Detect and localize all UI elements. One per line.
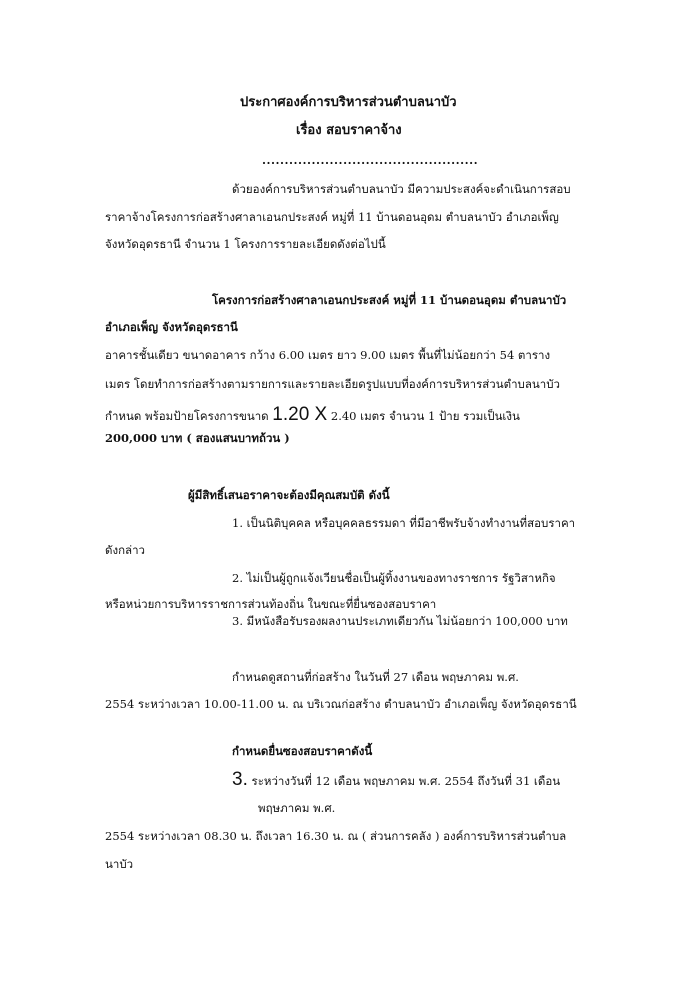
submission-line-3: 2554 ระหว่างเวลา 08.30 น. ถึงเวลา 16.30 น. ณ ( ส่วนการคลัง ) องค์การบริหารส่วนตำบล [105, 829, 567, 843]
title-divider: ................................................ [262, 153, 479, 167]
qualifications-heading: ผู้มีสิทธิ์เสนอราคาจะต้องมีคุณสมบัติ ดังนี้ [188, 488, 390, 502]
submission-line-2: พฤษภาคม พ.ศ. [258, 801, 336, 815]
qualification-2-line-1: 2. ไม่เป็นผู้ถูกแจ้งเวียนชื่อเป็นผู้ทิ้งงานของทางราชการ รัฐวิสาหกิจ [232, 571, 556, 585]
project-line-3-pre: กำหนด พร้อมป้ายโครงการขนาด [105, 409, 269, 423]
intro-line-1: ด้วยองค์การบริหารส่วนตำบลนาบัว มีความประสงค์จะดำเนินการสอบ [232, 182, 571, 196]
intro-line-2: ราคาจ้างโครงการก่อสร้างศาลาเอนกประสงค์ หมู่ที่ 11 บ้านดอนอุดม ตำบลนาบัว อำเภอเพ็ญ [105, 210, 559, 224]
qualification-1-line-2: ดังกล่าว [105, 543, 146, 557]
project-heading-2: อำเภอเพ็ญ จังหวัดอุดรธานี [105, 320, 238, 334]
project-budget: 200,000 บาท ( สองแสนบาทถ้วน ) [105, 431, 290, 445]
qualification-1-line-1: 1. เป็นนิติบุคคล หรือบุคคลธรรมดา ที่มีอาชีพรับจ้างทำงานที่สอบราคา [232, 516, 576, 530]
qualification-2-line-2: หรือหน่วยการบริหารราชการส่วนท้องถิ่น ในขณะที่ยื่นซองสอบราคา [105, 597, 437, 611]
qualification-3-line-1: 3. มีหนังสือรับรองผลงานประเภทเดียวกัน ไม่น้อยกว่า 100,000 บาท [232, 614, 568, 628]
announcement-subject: เรื่อง สอบราคาจ้าง [296, 123, 402, 138]
project-line-2: เมตร โดยทำการก่อสร้างตามรายการและรายละเอียดรูปแบบที่องค์การบริหารส่วนตำบลนาบัว [105, 377, 560, 391]
project-line-1: อาคารชั้นเดียว ขนาดอาคาร กว้าง 6.00 เมตร ยาว 9.00 เมตร พื้นที่ไม่น้อยกว่า 54 ตาราง [105, 348, 551, 362]
sign-size-value: 1.20 X [272, 404, 328, 425]
project-line-3 [105, 406, 520, 425]
intro-line-3: จังหวัดอุดรธานี จำนวน 1 โครงการรายละเอียดดังต่อไปนี้ [105, 237, 386, 251]
submission-heading: กำหนดยื่นซองสอบราคาดังนี้ [232, 744, 373, 758]
project-heading-1: โครงการก่อสร้างศาลาเอนกประสงค์ หมู่ที่ 11 บ้านดอนอุดม ตำบลนาบัว [212, 293, 567, 307]
submission-line-4: นาบัว [105, 857, 134, 871]
project-line-3-post: 2.40 เมตร จำนวน 1 ป้าย รวมเป็นเงิน [330, 409, 520, 423]
submission-line-1-text: ระหว่างวันที่ 12 เดือน พฤษภาคม พ.ศ. 2554 ถึงวันที่ 31 เดือน [251, 774, 561, 788]
announcement-title: ประกาศองค์การบริหารส่วนตำบลนาบัว [240, 95, 457, 110]
site-visit-line-1: กำหนดดูสถานที่ก่อสร้าง ในวันที่ 27 เดือน พฤษภาคม พ.ศ. [232, 670, 519, 684]
submission-line-1 [232, 770, 560, 791]
site-visit-line-2: 2554 ระหว่างเวลา 10.00-11.00 น. ณ บริเวณก่อสร้าง ตำบลนาบัว อำเภอเพ็ญ จังหวัดอุดรธานี [105, 697, 577, 711]
submission-item-number: 3. [232, 769, 248, 790]
